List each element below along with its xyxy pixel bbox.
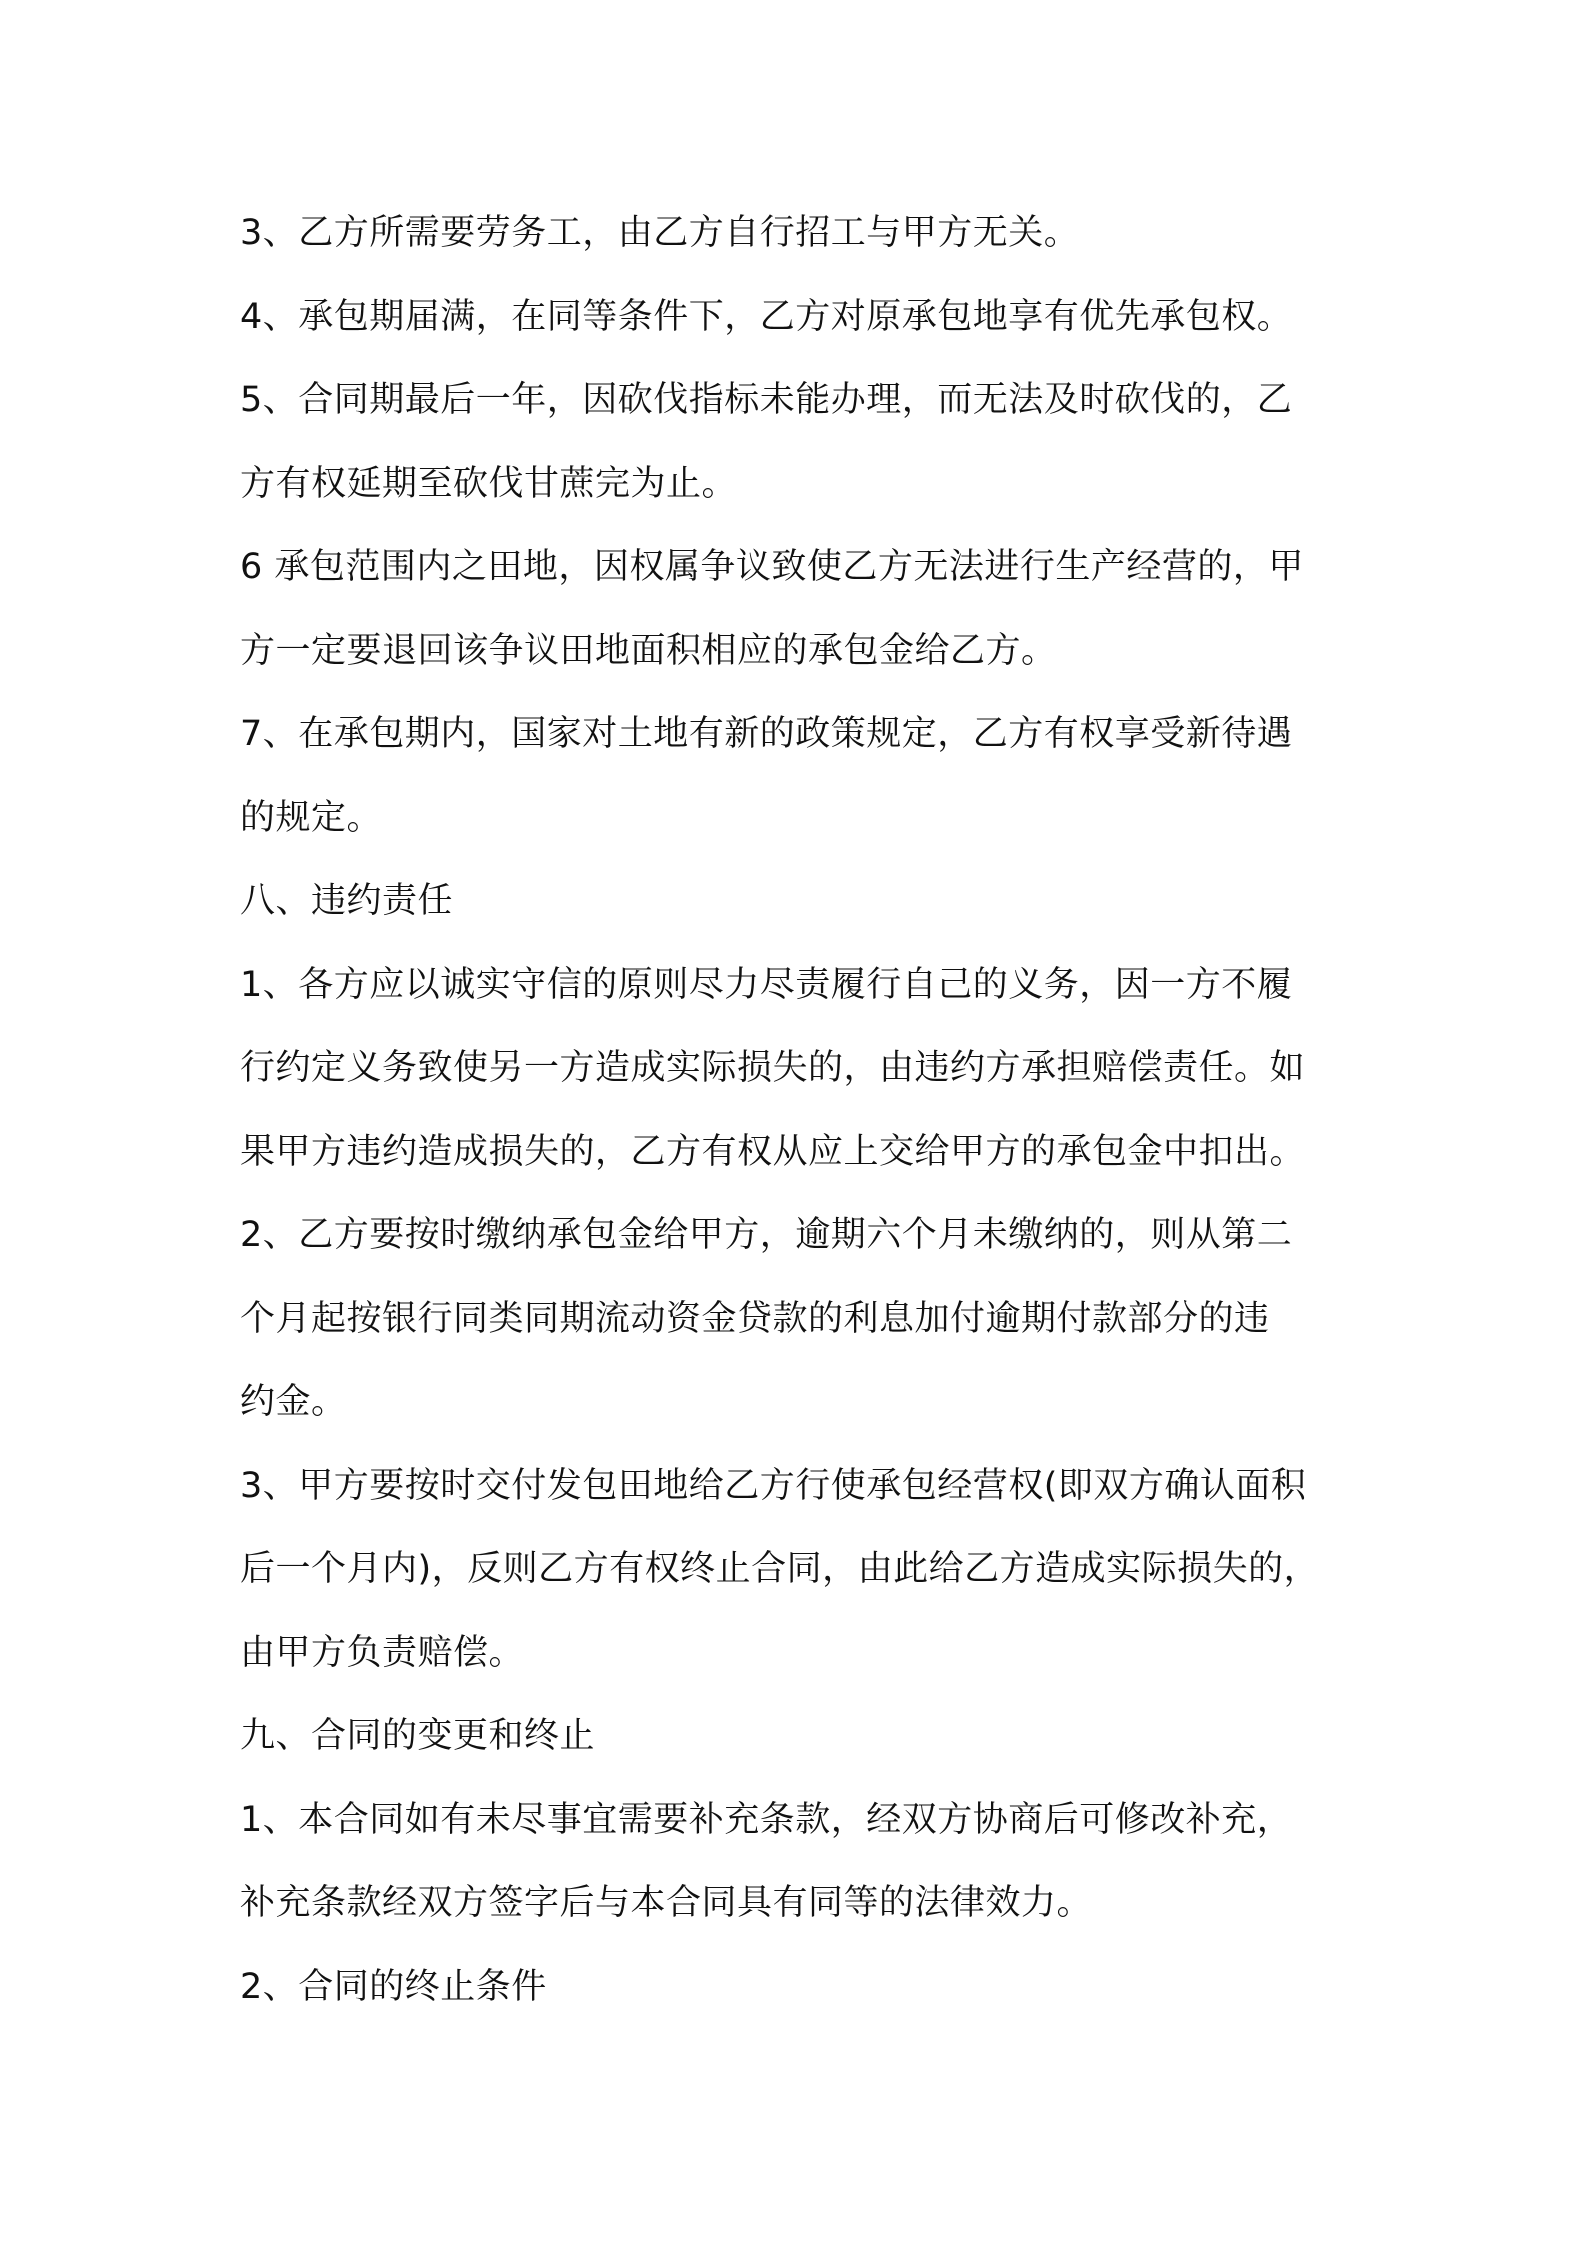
text-line: 果甲方违约造成损失的，乙方有权从应上交给甲方的承包金中扣出。 — [240, 1131, 1306, 1172]
text-line: 约金。 — [240, 1382, 347, 1422]
text-line: 方有权延期至砍伐甘蔗完为止。 — [240, 463, 738, 504]
text-line: 由甲方负责赔偿。 — [240, 1632, 525, 1673]
text-line: 方一定要退回该争议田地面积相应的承包金给乙方。 — [240, 630, 1057, 671]
text-line: 1、各方应以诚实守信的原则尽力尽责履行自己的义务，因一方不履 — [240, 964, 1293, 1005]
text-line: 1、本合同如有未尽事宜需要补充条款，经双方协商后可修改补充， — [240, 1799, 1293, 1840]
text-line: 3、甲方要按时交付发包田地给乙方行使承包经营权(即双方确认面积 — [240, 1465, 1307, 1506]
text-line: 3、乙方所需要劳务工，由乙方自行招工与甲方无关。 — [240, 213, 1080, 253]
text-line: 7、在承包期内，国家对土地有新的政策规定，乙方有权享受新待遇 — [240, 714, 1293, 754]
text-line: 6 承包范围内之田地，因权属争议致使乙方无法进行生产经营的，甲 — [240, 547, 1304, 587]
text-line: 补充条款经双方签字后与本合同具有同等的法律效力。 — [240, 1883, 1093, 1923]
section-heading: 九、合同的变更和终止 — [240, 1716, 596, 1756]
text-line: 4、承包期届满，在同等条件下，乙方对原承包地享有优先承包权。 — [240, 296, 1293, 337]
section-heading: 八、违约责任 — [240, 881, 454, 921]
text-line: 后一个月内)，反则乙方有权终止合同，由此给乙方造成实际损失的， — [240, 1549, 1320, 1589]
text-line: 2、合同的终止条件 — [240, 1966, 547, 2007]
text-line: 的规定。 — [240, 797, 383, 838]
text-line: 个月起按银行同类同期流动资金贷款的利息加付逾期付款部分的违 — [240, 1298, 1270, 1339]
contract-text — [240, 192, 1370, 2029]
text-line: 5、合同期最后一年，因砍伐指标未能办理，而无法及时砍伐的，乙 — [240, 380, 1293, 420]
text-line: 2、乙方要按时缴纳承包金给甲方，逾期六个月未缴纳的，则从第二 — [240, 1215, 1293, 1255]
text-line: 行约定义务致使另一方造成实际损失的，由违约方承担赔偿责任。如 — [240, 1048, 1306, 1088]
